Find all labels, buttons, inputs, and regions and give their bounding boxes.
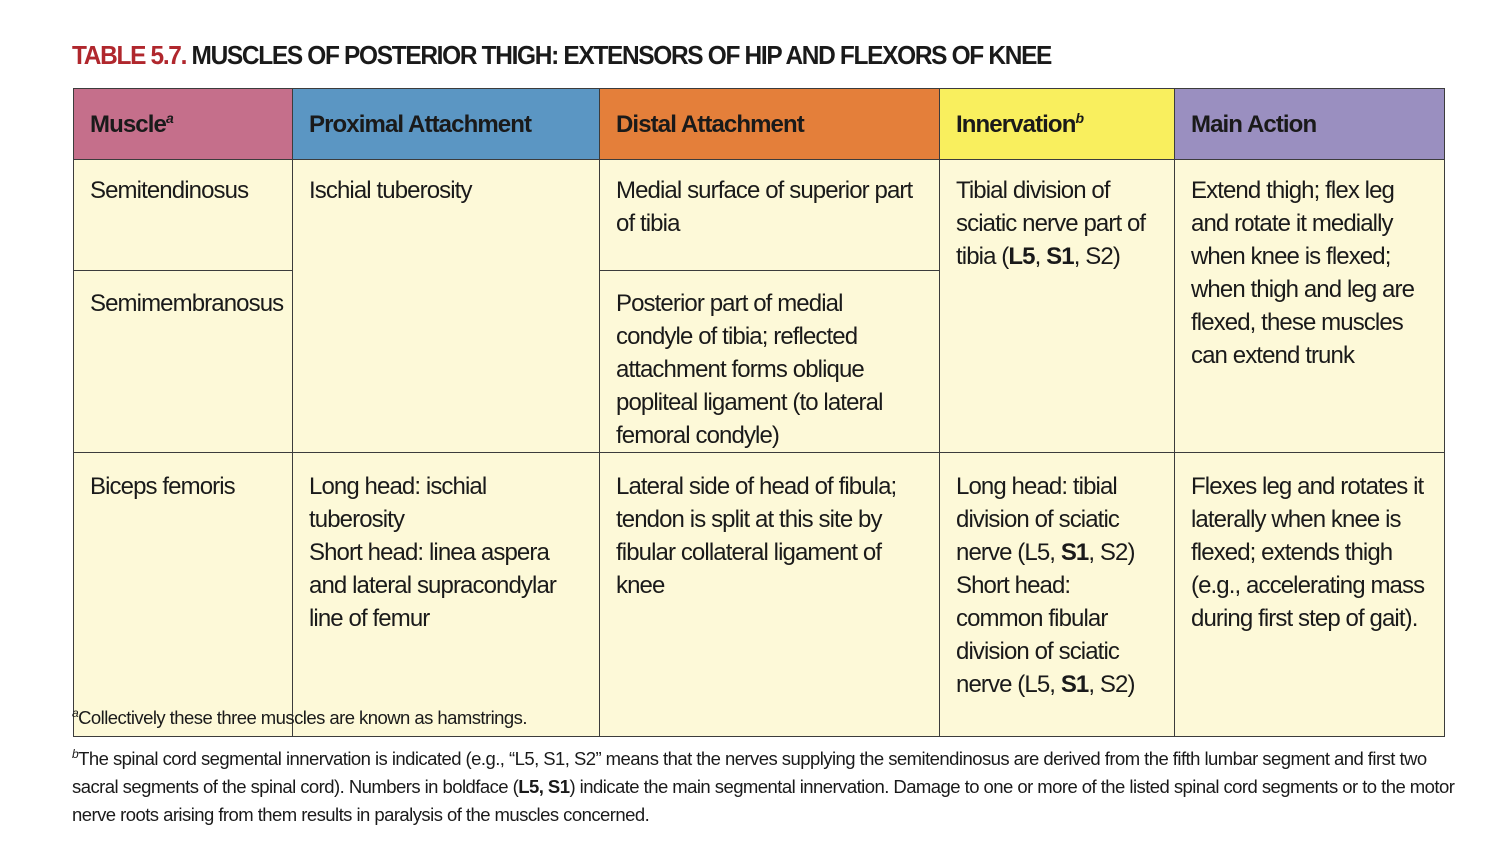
cell-muscle-biceps: Biceps femoris bbox=[74, 453, 293, 737]
cell-distal-semitendinosus: Medial surface of superior part of tibia bbox=[600, 160, 940, 271]
header-proximal-attachment: Proximal Attachment bbox=[293, 89, 600, 160]
header-main-action: Main Action bbox=[1175, 89, 1445, 160]
header-innervation: Innervation$^b$ bbox=[940, 89, 1175, 160]
footnote-b: $^b$The spinal cord segmental innervation is indicated (e.g., “L5, S1, S2” means that the nerves supplying the semitendinosus are derived from the fifth lumbar segment and first two sacral segments of the spinal cord). Numbers in boldface (L5, S1) indicate the main segmental innervation. Damage to one or more of the listed spinal cord segments or to the motor nerve roots arising from them results in paralysis of the muscles concerned. bbox=[72, 746, 1455, 825]
header-muscle: Muscle$^a$ bbox=[74, 89, 293, 160]
cell-proximal-biceps bbox=[293, 453, 600, 737]
footnote-marker-a: a bbox=[165, 109, 173, 126]
header-distal-attachment: Distal Attachment bbox=[600, 89, 940, 160]
cell-proximal-shared: Ischial tuberosity bbox=[293, 160, 600, 453]
innervation-long-head: Long head: tibial division of sciatic nerve (L5, S1, S2) bbox=[956, 473, 1135, 566]
muscles-table bbox=[73, 88, 1445, 737]
cell-distal-biceps: Lateral side of head of fibula; tendon is split at this site by fibular collateral ligament of knee bbox=[600, 453, 940, 737]
footnote-a: $^a$Collectively these three muscles are known as hamstrings. bbox=[72, 705, 527, 728]
innervation-short-head: Short head: common fibular division of sciatic nerve (L5, S1, S2) bbox=[956, 572, 1135, 698]
cell-innervation-biceps bbox=[940, 453, 1175, 737]
table-number: TABLE 5.7. bbox=[72, 40, 187, 70]
cell-action-biceps: Flexes leg and rotates it laterally when knee is flexed; extends thigh (e.g., accelerating mass during first step of gait). bbox=[1175, 453, 1445, 737]
footnote-marker-b: b bbox=[1075, 109, 1084, 126]
cell-muscle-semitendinosus: Semitendinosus bbox=[74, 160, 293, 271]
table-row bbox=[74, 160, 1445, 271]
proximal-long-head: Long head: ischial tuberosity bbox=[309, 473, 487, 533]
header-row bbox=[74, 89, 1445, 160]
table-row bbox=[74, 453, 1445, 737]
cell-muscle-semimembranosus: Semimembranosus bbox=[74, 271, 293, 453]
table-heading: MUSCLES OF POSTERIOR THIGH: EXTENSORS OF HIP AND FLEXORS OF KNEE bbox=[191, 40, 1052, 70]
cell-action-shared: Extend thigh; flex leg and rotate it medially when knee is flexed; when thigh and leg are flexed, these muscles can extend trunk bbox=[1175, 160, 1445, 453]
proximal-short-head: Short head: linea aspera and lateral supracondylar line of femur bbox=[309, 539, 556, 632]
cell-distal-semimembranosus: Posterior part of medial condyle of tibia; reflected attachment forms oblique popliteal ligament (to lateral femoral condyle) bbox=[600, 271, 940, 453]
cell-innervation-shared: Tibial division of sciatic nerve part of tibia (L5, S1, S2) bbox=[940, 160, 1175, 453]
table-title bbox=[72, 40, 1051, 71]
